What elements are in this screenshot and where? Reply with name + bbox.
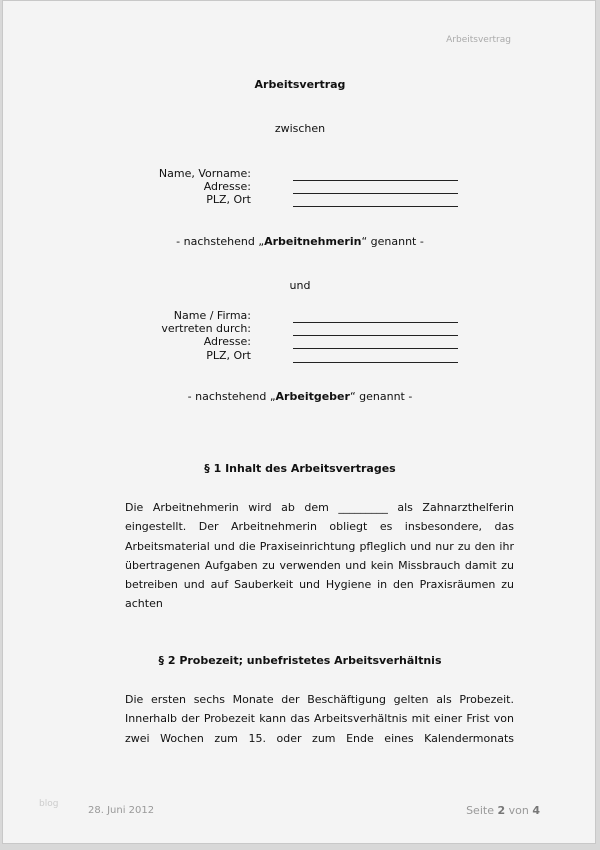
text-line: Die Arbeitnehmerin wird ab dem _________ als Zahnarzthelferin [125,501,514,514]
text-line: achten [125,597,163,611]
field-label: PLZ, Ort [206,349,251,362]
section-1-heading: § 1 Inhalt des Arbeitsvertrages [204,462,396,475]
document-title: Arbeitsvertrag [254,78,346,91]
text: - nachstehend „ [176,235,265,248]
employee-designation [3,235,597,248]
blank-line [293,169,458,181]
section-1-paragraph [125,498,514,614]
running-header: Arbeitsvertrag [446,35,511,45]
and-text: und [289,279,311,292]
blank-line [293,182,458,194]
total-pages: 4 [532,804,540,817]
section-2-paragraph [125,690,514,748]
field-label: Adresse: [203,335,251,348]
text: “ genannt - [361,235,424,248]
field-label: Name / Firma: [173,309,251,322]
text-line: Die ersten sechs Monate der Beschäftigung gelten als Probezeit. [125,693,514,706]
blank-line [293,195,458,207]
text-line: Arbeitsmaterial und die Praxiseinrichtung pfleglich und nur zu den ihr [125,539,514,553]
blank-line [293,324,458,336]
text: Seite [466,804,494,817]
between-text: zwischen [274,122,326,135]
text-line: Innerhalb der Probezeit kann das Arbeitsverhältnis mit einer Frist von [125,712,514,726]
footer-date: 28. Juni 2012 [88,805,155,816]
field-label: Adresse: [203,180,251,193]
watermark: blog [39,799,59,809]
section-2-heading: § 2 Probezeit; unbefristetes Arbeitsverhältnis [158,654,442,667]
bold-text: Arbeitnehmerin [264,235,362,248]
bold-text: Arbeitgeber [275,390,350,403]
text-line: übertragenen Aufgaben zu verwenden und kein Missbrauch damit zu [125,558,514,572]
document-page [2,0,596,844]
field-label: Name, Vorname: [158,167,251,180]
text: - nachstehend „ [187,390,276,403]
employer-designation [3,390,597,403]
text-line: zwei Wochen zum 15. oder zum Ende eines Kalendermonats [125,731,514,745]
blank-line [293,311,458,323]
text: “ genannt - [349,390,413,403]
page-number [466,804,540,817]
field-label: PLZ, Ort [206,193,251,206]
text: von [508,804,529,817]
text-line: eingestellt. Der Arbeitnehmerin obliegt es insbesondere, das [125,520,514,534]
text-line: betreiben und auf Sauberkeit und Hygiene in den Praxisräumen zu [125,578,514,592]
field-label: vertreten durch: [161,322,251,335]
current-page: 2 [497,804,506,817]
blank-line [293,351,458,363]
blank-line [293,337,458,349]
